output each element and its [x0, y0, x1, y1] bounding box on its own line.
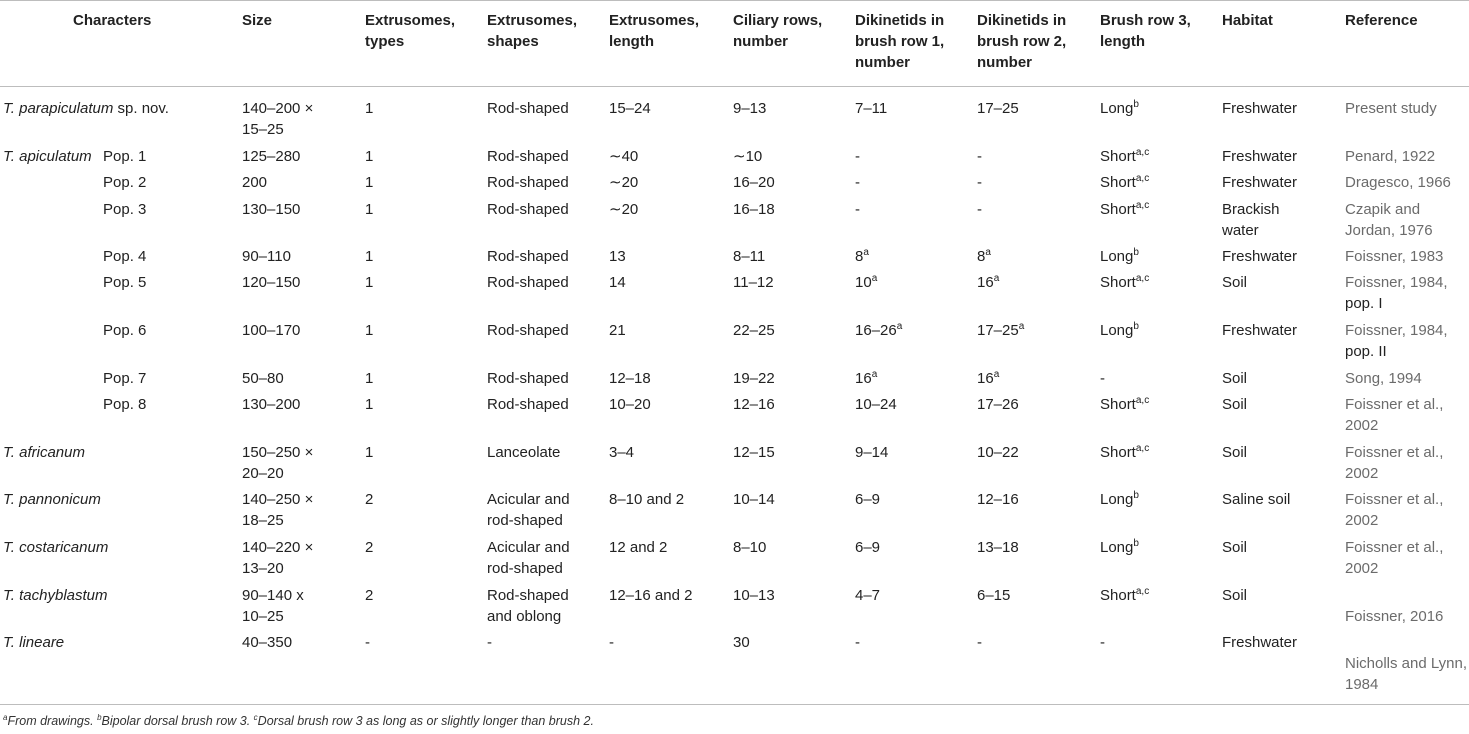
dikinetids-row-2-value: 12–16 [977, 491, 1019, 508]
habitat-value: Soil [1222, 370, 1248, 387]
dikinetids-row-1 [855, 146, 860, 167]
brush-row-3-length-footnote-mark: a,c [1135, 147, 1150, 158]
dikinetids-row-2 [977, 246, 991, 267]
ciliary-rows: 10–14 [733, 491, 775, 508]
extrusome-shape: Rod-shaped [487, 201, 569, 218]
header-extrusome-shapes-line: Extrusomes, [487, 12, 578, 29]
extrusome-types: 2 [365, 491, 374, 508]
brush-row-3-length-footnote-mark: b [1133, 538, 1139, 549]
header-rule [0, 86, 1469, 87]
dikinetids-row-1-value: - [855, 634, 860, 651]
brush-row-3-length [1100, 442, 1149, 463]
dikinetids-row-1 [855, 489, 880, 510]
reference-link: Dragesco, 1966 [1345, 174, 1451, 191]
reference-link: 2002 [1345, 465, 1379, 482]
extrusome-shape: rod-shaped [487, 560, 563, 577]
dikinetids-row-1-value: 16 [855, 370, 872, 387]
header-brush-row-3-line: length [1100, 33, 1145, 50]
header-ciliary-rows-line: number [733, 33, 789, 50]
ciliary-rows: 9–13 [733, 100, 767, 117]
brush-row-3-length-footnote-mark: b [1133, 490, 1139, 501]
extrusome-types: 1 [365, 148, 374, 165]
reference-link: Foissner, 2016 [1345, 608, 1444, 625]
brush-row-3-length-footnote-mark: b [1133, 99, 1139, 110]
dikinetids-row-1-value: 8 [855, 248, 864, 265]
reference-link: Foissner et al., [1345, 396, 1444, 413]
extrusome-shape: Rod-shaped [487, 396, 569, 413]
dikinetids-row-1-value: 9–14 [855, 444, 889, 461]
footnote [3, 714, 594, 728]
habitat-value: Freshwater [1222, 248, 1298, 265]
species-name [3, 146, 92, 167]
dikinetids-row-2-value: 10–22 [977, 444, 1019, 461]
habitat-value: Freshwater [1222, 322, 1298, 339]
dikinetids-row-1-value: 16–26 [855, 322, 897, 339]
dikinetids-row-2-value: 8 [977, 248, 986, 265]
extrusome-length: 3–4 [609, 444, 635, 461]
brush-row-3-length-value: Short [1100, 174, 1136, 191]
dikinetids-row-2 [977, 537, 1019, 558]
extrusome-shape: Rod-shaped [487, 370, 569, 387]
brush-row-3-length-value: - [1100, 370, 1105, 387]
reference-link: 2002 [1345, 560, 1379, 577]
size-value: 90–140 x [242, 587, 304, 604]
species-italic: T. tachyblastum [3, 587, 108, 604]
header-size: Size [242, 12, 273, 29]
dikinetids-row-2 [977, 146, 982, 167]
size-value: 140–250 × [242, 491, 314, 508]
extrusome-length: 12–16 and 2 [609, 587, 693, 604]
ciliary-rows: 22–25 [733, 322, 775, 339]
dikinetids-row-1 [855, 632, 860, 653]
dikinetids-row-2-value: 17–26 [977, 396, 1019, 413]
population-label: Pop. 3 [103, 201, 147, 218]
habitat-value: water [1222, 222, 1259, 239]
size-value: 13–20 [242, 560, 284, 577]
dikinetids-row-2 [977, 98, 1019, 119]
dikinetids-row-2-footnote-mark: a [993, 369, 1000, 380]
size-value: 40–350 [242, 634, 293, 651]
habitat-value: Freshwater [1222, 634, 1298, 651]
reference-link: Foissner et al., [1345, 539, 1444, 556]
header-extrusome-types-line: types [365, 33, 405, 50]
size-value: 120–150 [242, 274, 301, 291]
header-dikinetids-row-2-line: brush row 2, [977, 33, 1067, 50]
brush-row-3-length-value: Short [1100, 148, 1136, 165]
dikinetids-row-1-value: 7–11 [855, 100, 888, 117]
header-extrusome-shapes-line: shapes [487, 33, 539, 50]
dikinetids-row-2-value: 17–25 [977, 322, 1019, 339]
species-suffix: sp. nov. [113, 100, 169, 117]
brush-row-3-length-value: Long [1100, 491, 1134, 508]
header-characters: Characters [73, 12, 152, 29]
habitat-value: Soil [1222, 539, 1248, 556]
brush-row-3-length-footnote-mark: b [1133, 247, 1139, 258]
reference-link: Jordan, 1976 [1345, 222, 1433, 239]
ciliary-rows: 16–20 [733, 174, 775, 191]
reference-link: Foissner, 1983 [1345, 248, 1444, 265]
reference-population: pop. II [1345, 343, 1387, 360]
dikinetids-row-1 [855, 246, 869, 267]
ciliary-rows: ∼10 [733, 148, 763, 165]
dikinetids-row-1-value: 4–7 [855, 587, 881, 604]
size-value: 18–25 [242, 512, 284, 529]
brush-row-3-length-footnote-mark: a,c [1135, 200, 1150, 211]
ciliary-rows: 19–22 [733, 370, 775, 387]
dikinetids-row-1 [855, 98, 887, 119]
dikinetids-row-1-value: 10–24 [855, 396, 897, 413]
dikinetids-row-1 [855, 537, 880, 558]
dikinetids-row-1 [855, 368, 877, 389]
extrusome-length: 12 and 2 [609, 539, 668, 556]
species-italic: T. apiculatum [3, 148, 92, 165]
brush-row-3-length [1100, 272, 1149, 293]
species-name [3, 98, 169, 119]
top-rule [0, 0, 1469, 1]
dikinetids-row-2-footnote-mark: a [993, 273, 1000, 284]
dikinetids-row-2-footnote-mark: a [1018, 321, 1025, 332]
ciliary-rows: 12–16 [733, 396, 775, 413]
habitat-value: Soil [1222, 587, 1248, 604]
extrusome-shape: Rod-shaped [487, 322, 569, 339]
dikinetids-row-1-value: - [855, 174, 860, 191]
species-italic: T. parapiculatum [3, 100, 114, 117]
brush-row-3-length-value: Long [1100, 539, 1134, 556]
extrusome-types: 1 [365, 174, 374, 191]
extrusome-types: 1 [365, 274, 374, 291]
dikinetids-row-2-value: 16 [977, 370, 994, 387]
population-label: Pop. 4 [103, 248, 147, 265]
header-brush-row-3-line: Brush row 3, [1100, 12, 1191, 29]
footnote-c-text: Dorsal brush row 3 as long as or slightly longer than brush 2. [257, 714, 594, 728]
brush-row-3-length [1100, 172, 1149, 193]
habitat-value: Brackish [1222, 201, 1280, 218]
species-name [3, 442, 85, 463]
ciliary-rows: 11–12 [733, 274, 774, 291]
dikinetids-row-2 [977, 272, 999, 293]
header-dikinetids-row-2-line: Dikinetids in [977, 12, 1067, 29]
size-value: 10–25 [242, 608, 284, 625]
dikinetids-row-1-footnote-mark: a [896, 321, 903, 332]
size-value: 140–220 × [242, 539, 314, 556]
population-label: Pop. 5 [103, 274, 147, 291]
reference-link: 2002 [1345, 512, 1379, 529]
dikinetids-row-2 [977, 172, 982, 193]
extrusome-length: ∼20 [609, 174, 639, 191]
dikinetids-row-2-value: - [977, 201, 982, 218]
dikinetids-row-1-footnote-mark: a [871, 273, 878, 284]
extrusome-shape: Rod-shaped [487, 174, 569, 191]
dikinetids-row-1-footnote-mark: a [863, 247, 869, 258]
brush-row-3-length-value: Short [1100, 587, 1136, 604]
brush-row-3-length-value: Long [1100, 248, 1134, 265]
dikinetids-row-2 [977, 632, 982, 653]
brush-row-3-length-footnote-mark: b [1133, 321, 1139, 332]
extrusome-length: 13 [609, 248, 626, 265]
header-extrusome-length-line: length [609, 33, 654, 50]
brush-row-3-length [1100, 489, 1139, 510]
brush-row-3-length-footnote-mark: a,c [1135, 586, 1150, 597]
reference-link: 1984 [1345, 676, 1379, 693]
header-extrusome-types-line: Extrusomes, [365, 12, 456, 29]
footnote-a-text: From drawings. [7, 714, 98, 728]
ciliary-rows: 8–10 [733, 539, 767, 556]
brush-row-3-length [1100, 246, 1139, 267]
extrusome-types: 1 [365, 100, 374, 117]
habitat-value: Soil [1222, 274, 1248, 291]
dikinetids-row-2 [977, 368, 999, 389]
dikinetids-row-2 [977, 320, 1024, 341]
brush-row-3-length-footnote-mark: a,c [1135, 273, 1150, 284]
extrusome-length: 14 [609, 274, 626, 291]
size-value: 140–200 × [242, 100, 314, 117]
footnote-mark-c: c [253, 713, 258, 722]
extrusome-types: 2 [365, 539, 374, 556]
habitat-value: Soil [1222, 444, 1248, 461]
footnote-mark-b: b [97, 713, 102, 722]
extrusome-length: ∼20 [609, 201, 639, 218]
brush-row-3-length [1100, 320, 1139, 341]
reference-population: pop. I [1345, 295, 1383, 312]
population-label: Pop. 6 [103, 322, 147, 339]
brush-row-3-length-value: Long [1100, 100, 1134, 117]
species-name [3, 489, 101, 510]
header-dikinetids-row-1-line: Dikinetids in [855, 12, 945, 29]
extrusome-shape: Rod-shaped [487, 100, 569, 117]
dikinetids-row-2 [977, 394, 1019, 415]
reference-link: Foissner, 1984, [1345, 322, 1448, 339]
habitat-value: Freshwater [1222, 174, 1298, 191]
dikinetids-row-2-value: 6–15 [977, 587, 1011, 604]
extrusome-types: 1 [365, 370, 374, 387]
habitat-value: Freshwater [1222, 148, 1298, 165]
population-label: Pop. 8 [103, 396, 147, 413]
extrusome-length: - [609, 634, 614, 651]
extrusome-types: 1 [365, 444, 374, 461]
extrusome-shape: Lanceolate [487, 444, 561, 461]
extrusome-length: 21 [609, 322, 626, 339]
size-value: 90–110 [242, 248, 291, 265]
dikinetids-row-1 [855, 272, 877, 293]
reference-link: Foissner, 1984, [1345, 274, 1448, 291]
extrusome-shape: and oblong [487, 608, 562, 625]
bottom-rule [0, 704, 1469, 705]
extrusome-shape: Acicular and [487, 491, 570, 508]
extrusome-length: 12–18 [609, 370, 651, 387]
extrusome-length: ∼40 [609, 148, 639, 165]
species-italic: T. pannonicum [3, 491, 101, 508]
extrusome-types: 1 [365, 201, 374, 218]
dikinetids-row-2-value: - [977, 148, 982, 165]
header-habitat: Habitat [1222, 12, 1273, 29]
extrusome-shape: Rod-shaped [487, 274, 569, 291]
reference-link: Song, 1994 [1345, 370, 1422, 387]
dikinetids-row-1 [855, 320, 902, 341]
brush-row-3-length [1100, 537, 1139, 558]
extrusome-length: 8–10 and 2 [609, 491, 685, 508]
population-label: Pop. 1 [103, 148, 147, 165]
habitat-value: Freshwater [1222, 100, 1298, 117]
header-dikinetids-row-1-line: brush row 1, [855, 33, 945, 50]
species-name [3, 585, 108, 606]
reference-link: 2002 [1345, 417, 1379, 434]
habitat-value: Soil [1222, 396, 1248, 413]
dikinetids-row-1 [855, 585, 880, 606]
ciliary-rows: 16–18 [733, 201, 775, 218]
dikinetids-row-2-value: - [977, 174, 982, 191]
dikinetids-row-1 [855, 442, 888, 463]
reference-link: Foissner et al., [1345, 491, 1444, 508]
ciliary-rows: 8–11 [733, 248, 766, 265]
brush-row-3-length [1100, 146, 1149, 167]
species-name [3, 632, 64, 653]
size-value: 50–80 [242, 370, 284, 387]
dikinetids-row-1-footnote-mark: a [871, 369, 878, 380]
brush-row-3-length-value: Long [1100, 322, 1134, 339]
ciliary-rows: 12–15 [733, 444, 775, 461]
reference-link: Nicholls and Lynn, [1345, 655, 1468, 672]
extrusome-shape: Rod-shaped [487, 148, 569, 165]
dikinetids-row-1-value: 10 [855, 274, 872, 291]
extrusome-shape: Acicular and [487, 539, 570, 556]
footnote-b-text: Bipolar dorsal brush row 3. [101, 714, 254, 728]
reference-link: Present study [1345, 100, 1437, 117]
extrusome-shape: Rod-shaped [487, 587, 569, 604]
dikinetids-row-2 [977, 199, 982, 220]
extrusome-types: - [365, 634, 370, 651]
size-value: 15–25 [242, 121, 284, 138]
dikinetids-row-2 [977, 442, 1019, 463]
dikinetids-row-2-footnote-mark: a [985, 247, 991, 258]
extrusome-types: 1 [365, 322, 374, 339]
brush-row-3-length-value: Short [1100, 444, 1136, 461]
header-dikinetids-row-2-line: number [977, 54, 1033, 71]
population-label: Pop. 2 [103, 174, 147, 191]
species-italic: T. costaricanum [3, 539, 109, 556]
size-value: 125–280 [242, 148, 301, 165]
header-reference: Reference [1345, 12, 1418, 29]
dikinetids-row-2-value: - [977, 634, 982, 651]
brush-row-3-length [1100, 98, 1139, 119]
habitat-value: Saline soil [1222, 491, 1291, 508]
extrusome-length: 15–24 [609, 100, 651, 117]
footnote-mark-a: a [3, 713, 8, 722]
brush-row-3-length [1100, 368, 1105, 389]
brush-row-3-length [1100, 585, 1149, 606]
brush-row-3-length [1100, 394, 1149, 415]
brush-row-3-length-value: Short [1100, 274, 1136, 291]
dikinetids-row-1-value: 6–9 [855, 491, 881, 508]
dikinetids-row-2 [977, 489, 1019, 510]
dikinetids-row-1 [855, 394, 897, 415]
extrusome-length: 10–20 [609, 396, 651, 413]
size-value: 100–170 [242, 322, 301, 339]
size-value: 130–150 [242, 201, 301, 218]
ciliary-rows: 30 [733, 634, 750, 651]
extrusome-types: 1 [365, 396, 374, 413]
brush-row-3-length [1100, 632, 1105, 653]
brush-row-3-length-value: Short [1100, 396, 1136, 413]
header-ciliary-rows-line: Ciliary rows, [733, 12, 823, 29]
extrusome-shape: Rod-shaped [487, 248, 569, 265]
dikinetids-row-1 [855, 172, 860, 193]
size-value: 20–20 [242, 465, 284, 482]
extrusome-shape: rod-shaped [487, 512, 563, 529]
dikinetids-row-1-value: - [855, 148, 860, 165]
brush-row-3-length-footnote-mark: a,c [1135, 395, 1150, 406]
extrusome-types: 2 [365, 587, 374, 604]
dikinetids-row-2-value: 13–18 [977, 539, 1019, 556]
header-dikinetids-row-1-line: number [855, 54, 911, 71]
size-value: 150–250 × [242, 444, 314, 461]
size-value: 200 [242, 174, 268, 191]
brush-row-3-length-footnote-mark: a,c [1135, 173, 1150, 184]
reference-link: Penard, 1922 [1345, 148, 1436, 165]
reference-link: Czapik and [1345, 201, 1421, 218]
brush-row-3-length-footnote-mark: a,c [1135, 443, 1150, 454]
dikinetids-row-2-value: 17–25 [977, 100, 1019, 117]
extrusome-shape: - [487, 634, 492, 651]
dikinetids-row-1 [855, 199, 860, 220]
dikinetids-row-1-value: 6–9 [855, 539, 881, 556]
brush-row-3-length [1100, 199, 1149, 220]
size-value: 130–200 [242, 396, 301, 413]
dikinetids-row-2-value: 16 [977, 274, 994, 291]
species-italic: T. africanum [3, 444, 85, 461]
brush-row-3-length-value: - [1100, 634, 1105, 651]
reference-link: Foissner et al., [1345, 444, 1444, 461]
header-extrusome-length-line: Extrusomes, [609, 12, 700, 29]
dikinetids-row-1-value: - [855, 201, 860, 218]
species-italic: T. lineare [3, 634, 65, 651]
species-name [3, 537, 108, 558]
extrusome-types: 1 [365, 248, 374, 265]
brush-row-3-length-value: Short [1100, 201, 1136, 218]
population-label: Pop. 7 [103, 370, 147, 387]
ciliary-rows: 10–13 [733, 587, 775, 604]
dikinetids-row-2 [977, 585, 1010, 606]
